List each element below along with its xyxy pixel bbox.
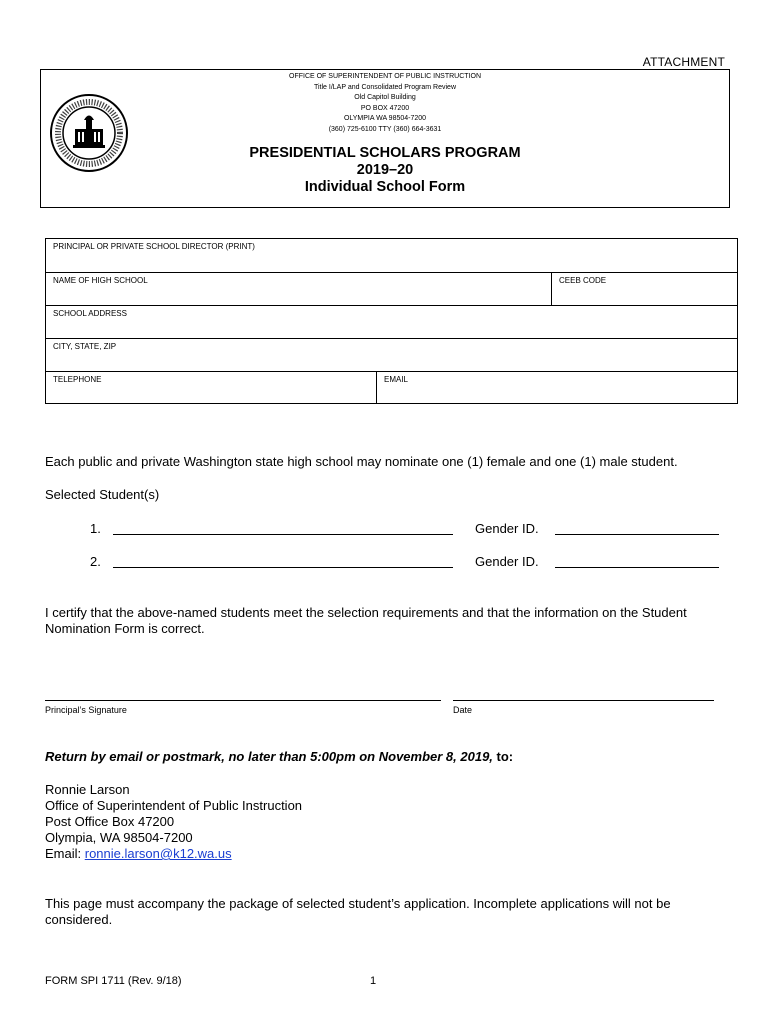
address-row (46, 305, 737, 338)
contact-row (46, 371, 737, 403)
email-label: EMAIL (384, 375, 409, 384)
date-line[interactable] (453, 700, 714, 701)
ceeb-code-label: CEEB CODE (559, 276, 607, 285)
gender-2-label: Gender ID. (475, 554, 539, 569)
student-1-number: 1. (90, 521, 101, 536)
contact-box: Post Office Box 47200 (45, 814, 175, 829)
high-school-field[interactable] (46, 273, 551, 305)
contact-name: Ronnie Larson (45, 782, 130, 797)
contact-city: Olympia, WA 98504-7200 (45, 830, 193, 845)
intro-text: Each public and private Washington state high school may nominate one (1) female and one (1) male student. (45, 454, 678, 469)
principal-label: PRINCIPAL OR PRIVATE SCHOOL DIRECTOR (PRINT) (53, 242, 255, 251)
form-title (190, 145, 580, 196)
city-state-zip-field[interactable] (46, 339, 737, 371)
ceeb-code-field[interactable] (551, 273, 737, 305)
state-seal-logo (49, 93, 129, 173)
principal-field[interactable] (46, 239, 737, 272)
date-label: Date (453, 705, 473, 715)
form-number: FORM SPI 1711 (Rev. 9/18) (45, 975, 182, 987)
student-1-name-line[interactable] (113, 534, 453, 535)
school-info-table (45, 238, 738, 404)
principal-row (46, 239, 737, 272)
city-state-zip-label: CITY, STATE, ZIP (53, 342, 117, 351)
office-line: (360) 725-6100 TTY (360) 664-3631 (328, 125, 442, 133)
contact-email-label: Email: (45, 846, 85, 861)
office-line: Old Capitol Building (354, 94, 416, 101)
gender-1-label: Gender ID. (475, 521, 539, 536)
office-line: Title I/LAP and Consolidated Program Review (313, 83, 457, 91)
high-school-label: NAME OF HIGH SCHOOL (53, 276, 148, 285)
contact-email-row (45, 846, 302, 862)
school-address-label: SCHOOL ADDRESS (53, 309, 127, 318)
accompany-note: This page must accompany the package of selected student’s application. Incomplete applications will not be considered. (45, 896, 671, 927)
office-line: OFFICE OF SUPERINTENDENT OF PUBLIC INSTRUCTION (289, 73, 481, 80)
return-deadline: Return by email or postmark, no later than 5:00pm on November 8, 2019, (45, 749, 493, 764)
title-line-2: 2019–20 (356, 162, 414, 178)
page-number: 1 (370, 975, 377, 987)
gender-2-line[interactable] (555, 567, 719, 568)
contact-block (45, 782, 302, 862)
contact-email-link[interactable]: ronnie.larson@k12.wa.us (84, 846, 232, 861)
return-instructions (45, 749, 745, 765)
title-line-1: PRESIDENTIAL SCHOLARS PROGRAM (249, 145, 521, 161)
student-2-name-line[interactable] (113, 567, 453, 568)
selected-students-label: Selected Student(s) (45, 487, 160, 502)
telephone-field[interactable] (46, 372, 376, 403)
signature-label: Principal’s Signature (45, 705, 127, 715)
certification-text: I certify that the above-named students meet the selection requirements and that the information on the Student Nomination Form is correct. (45, 605, 687, 636)
telephone-label: TELEPHONE (53, 375, 102, 384)
office-line: OLYMPIA WA 98504-7200 (343, 115, 427, 122)
school-row (46, 272, 737, 305)
attachment-label: ATTACHMENT (642, 55, 725, 69)
city-row (46, 338, 737, 371)
student-2-number: 2. (90, 554, 101, 569)
signature-line[interactable] (45, 700, 441, 701)
office-address (230, 72, 540, 135)
school-address-field[interactable] (46, 306, 737, 338)
contact-office: Office of Superintendent of Public Instruction (45, 798, 303, 813)
return-to: to: (492, 749, 514, 764)
title-line-3: Individual School Form (304, 179, 466, 195)
office-line: PO BOX 47200 (360, 104, 410, 112)
gender-1-line[interactable] (555, 534, 719, 535)
email-field[interactable] (376, 372, 737, 403)
